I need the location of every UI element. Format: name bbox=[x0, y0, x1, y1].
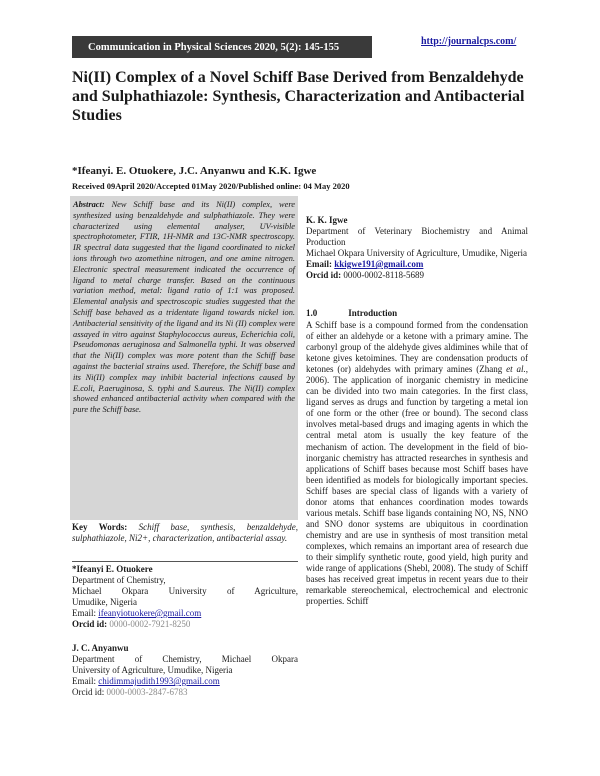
journal-url-link[interactable]: http://journalcps.com/ bbox=[421, 36, 517, 47]
email-link[interactable]: chidimmajudith1993@gmail.com bbox=[98, 676, 220, 686]
affiliation-otuokere bbox=[72, 564, 298, 630]
affiliation-email bbox=[72, 608, 298, 619]
affiliation-line: Department of Chemistry, bbox=[72, 575, 166, 585]
email-link[interactable]: kkigwe191@gmail.com bbox=[334, 259, 424, 269]
affiliation-orcid bbox=[306, 270, 528, 281]
author-list: *Ifeanyi. E. Otuokere, J.C. Anyanwu and K.K. Igwe bbox=[72, 165, 317, 177]
affiliation-line: Umudike, Nigeria bbox=[72, 597, 137, 607]
email-label: Email: bbox=[72, 676, 96, 686]
keywords-text: Schiff base, synthesis, benzaldehyde, sulphathiazole, Ni2+, characterization, antibacterial assay. bbox=[72, 522, 299, 543]
paper-title: Ni(II) Complex of a Novel Schiff Base Derived from Benzaldehyde and Sulphathiazole: Synthesis, Characterization and Antibacterial Studies bbox=[72, 69, 525, 124]
keywords bbox=[72, 522, 298, 544]
affiliation-orcid bbox=[72, 619, 298, 630]
section-number: 1.0 bbox=[306, 308, 318, 318]
affiliation-line: Michael Okpara University of Agriculture, Umudike, Nigeria bbox=[306, 248, 527, 258]
affiliation-line: University of Agriculture, Umudike, Nigeria bbox=[72, 665, 233, 675]
orcid-value: 0000-0002-8118-5689 bbox=[343, 270, 425, 280]
affiliation-igwe bbox=[306, 215, 528, 281]
orcid-label: Orcid id: bbox=[72, 687, 105, 697]
section-heading-introduction bbox=[306, 308, 397, 318]
publication-dates: Received 09April 2020/Accepted 01May 2020/Published online: 04 May 2020 bbox=[72, 181, 350, 191]
abstract-text: New Schiff base and its Ni(II) complex, were synthesized using benzaldehyde and sulphathiazole. They were characterized using elemental analyser, UV-visible spectrophotometer, FTIR, 1H-NMR and 13C-NMR spectroscopy. IR spectral data suggested that the ligand coordinated to nickel ions through two azomethine nitrogen, and one amine nitrogen. Electronic spectral measurement indicated the occurrence of ligand to metal charge transfer. Based on the continuous variation method, metal: ligand ratio of 1:1 was proposed. Elemental analysis and spectroscopic studies suggested that the Schiff base behaved as a tridentate ligand towards nickel ion. Antibacterial sensitivity of the ligand and its Ni (II) complex were assayed in vitro against Staphylococcus aureus, Echerichia coli, Pseudomonas aeruginosa and Salmonella typhi. It was observed that the Ni(II) complex was more potent than the Schiff base against the bacterial strains used. Therefore, the Schiff base and its Ni(II) complex may inhibit bacterial infections caused by E.coli, P.aeruginosa, S. typhi and S.aureus. The Ni(II) complex showed enhanced antibacterial activity when compared with the pure the Schiff base. bbox=[73, 200, 296, 415]
intro-text-continued: , 2006). The application of inorganic chemistry in medicine can be divided into two main categories. In the first class, ligand serves as drugs and function by targeting a metal ion of one form or the other (free or bound). The second class involves metal-based drugs and imaging agents in which the central metal atom is usually the key feature of the mechanism of action. The development in the field of bio-inorganic chemistry has attracted researches in synthesis and applications of Schiff bases because most Schiff bases have been identified as models for biologically important species. Schiff bases are special class of ligands with a variety of donor atoms that enhances coordination modes towards various metals. Schiff base ligands containing NO, NS, NNO and SNO donor systems are ubiquitous in coordination chemistry and are use in synthesis of most transition metal complexes, which remains an important area of research due to their simplify synthetic route, good yield, high purity and wide range of applications (Shebl, 2008). The study of Schiff bases has received great impetus in recent years due to their remarkable stereochemical, electrochemical and electronic properties. Schiff bbox=[306, 364, 528, 607]
affiliation-line: Department of Veterinary Biochemistry and Animal Production bbox=[306, 226, 528, 247]
intro-citation-etal: et al. bbox=[506, 364, 526, 375]
introduction-body bbox=[306, 320, 528, 765]
abstract-box bbox=[70, 196, 298, 520]
orcid-label: Orcid id: bbox=[306, 270, 342, 280]
email-label: Email: bbox=[72, 608, 96, 618]
affiliation-line: Michael Okpara University of Agriculture, bbox=[72, 586, 298, 596]
affiliation-name: J. C. Anyanwu bbox=[72, 643, 129, 653]
orcid-value: 0000-0002-7921-8250 bbox=[109, 619, 191, 629]
journal-citation: Communication in Physical Sciences 2020, 5(2): 145-155 bbox=[88, 41, 340, 53]
affiliation-orcid bbox=[72, 687, 298, 698]
section-title: Introduction bbox=[348, 308, 398, 318]
affiliation-line: Department of Chemistry, Michael Okpara bbox=[72, 654, 298, 664]
affiliation-anyanwu bbox=[72, 643, 298, 698]
orcid-value: 0000-0003-2847-6783 bbox=[106, 687, 188, 697]
email-link[interactable]: ifeanyiotuokere@gmail.com bbox=[98, 608, 202, 618]
orcid-label: Orcid id: bbox=[72, 619, 108, 629]
affiliation-email bbox=[72, 676, 298, 687]
journal-banner bbox=[72, 36, 372, 58]
affiliation-email bbox=[306, 259, 528, 270]
email-label: Email: bbox=[306, 259, 332, 269]
divider bbox=[72, 561, 298, 562]
affiliation-name: *Ifeanyi E. Otuokere bbox=[72, 564, 153, 574]
abstract-label: Abstract: bbox=[73, 200, 105, 209]
keywords-label: Key Words: bbox=[72, 522, 128, 532]
intro-text: A Schiff base is a compound formed from the condensation of either an aldehyde or a ketone with a primary amine. The carbonyl group of the aldehyde gives aldimines while that of ketone gives ketoimines. They are condensation products of ketones (or) aldehydes with primary amines (Zhang bbox=[306, 320, 528, 375]
affiliation-name: K. K. Igwe bbox=[306, 215, 348, 225]
